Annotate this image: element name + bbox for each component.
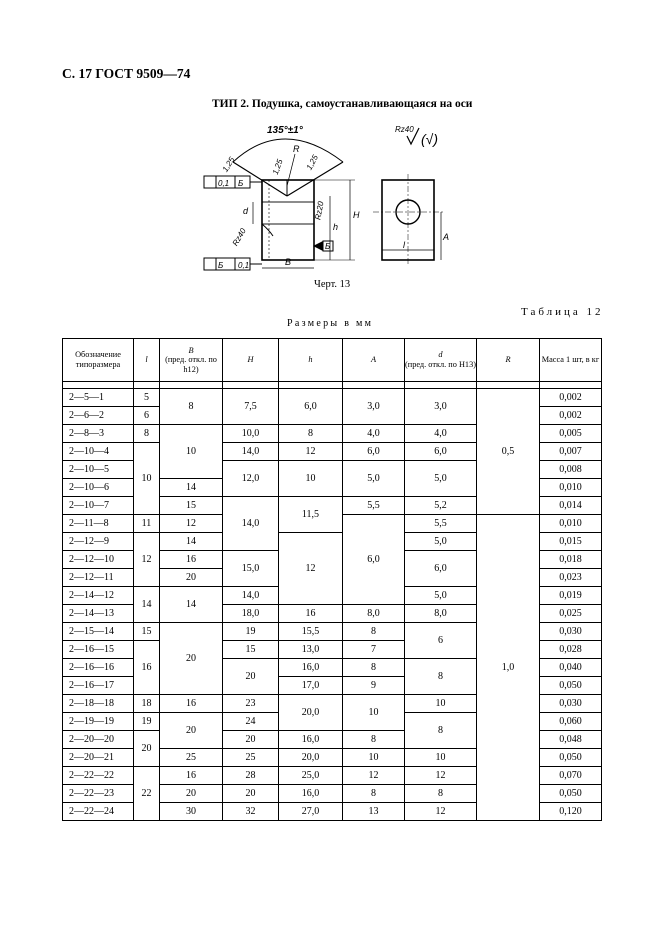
col-A: A: [343, 339, 405, 382]
tol-value-a: 0,1: [218, 179, 230, 188]
dim-125-b: 1,25: [270, 158, 285, 176]
table-row: 2—8—3 8 10 10,0 8 4,0 4,0 0,005: [63, 425, 602, 443]
angle-arc: [233, 139, 343, 162]
col-d: d (пред. откл. по H13): [405, 339, 477, 382]
table-row: 2—19—19 19 20 24 8 0,060: [63, 713, 602, 731]
table-row: 2—16—16 20 16,0 8 8 0,040: [63, 659, 602, 677]
datum-b-b: 0,1: [238, 261, 250, 270]
table-row: 2—10—4 10 14,0 12 6,0 6,0 0,007: [63, 443, 602, 461]
col-R: R: [477, 339, 540, 382]
table-row: 2—12—10 16 15,0 6,0 0,018: [63, 551, 602, 569]
table-row: 2—16—15 16 15 13,0 7 0,028: [63, 641, 602, 659]
dim-R: R: [293, 144, 300, 154]
dim-h: h: [333, 222, 339, 232]
page-header: С. 17 ГОСТ 9509—74: [62, 66, 191, 81]
dim-B: B: [285, 257, 292, 267]
rough-rz40-side: Rz40: [230, 226, 248, 248]
angle-label: 135°±1°: [267, 125, 303, 136]
table-row: 2—12—9 12 14 12 5,0 0,015: [63, 533, 602, 551]
rough-rz20: Rz20: [313, 200, 326, 221]
table-row: 2—10—5 12,0 10 5,0 5,0 0,008: [63, 461, 602, 479]
table-row: 2—16—17 17,0 9 0,050: [63, 677, 602, 695]
dimensions-table: [62, 338, 602, 821]
col-designation: Обозначение типоразмера: [63, 339, 134, 382]
table-row: 2—15—14 15 20 19 15,5 8 6 0,030: [63, 623, 602, 641]
table-row: 2—5—1 5 8 7,5 6,0 3,0 3,0 0,5 0,002: [63, 389, 602, 407]
table-row: 2—22—23 20 20 16,0 8 8 0,050: [63, 785, 602, 803]
table-row: 2—12—11 20 0,023: [63, 569, 602, 587]
table-row: 2—22—24 30 32 27,0 13 12 0,120: [63, 803, 602, 821]
col-mass: Масса 1 шт, в кг: [540, 339, 602, 382]
units-label: Размеры в мм: [287, 318, 374, 329]
table-row: 2—6—2 6 0,002: [63, 407, 602, 425]
col-H: H: [223, 339, 279, 382]
tol-value-b: Б: [218, 261, 224, 270]
table-row: 2—20—21 25 25 20,0 10 10 0,050: [63, 749, 602, 767]
table-row: 2—18—18 18 16 23 20,0 10 10 0,030: [63, 695, 602, 713]
table-row: 2—10—6 14 0,010: [63, 479, 602, 497]
dim-H: H: [353, 210, 360, 220]
col-l: l: [134, 339, 160, 382]
col-B: B (пред. откл. по h12): [160, 339, 223, 382]
dim-d: d: [243, 206, 249, 216]
technical-drawing: [195, 118, 465, 278]
figure-caption: Черт. 13: [314, 279, 351, 290]
table-row: 2—14—12 14 14 14,0 5,0 0,019: [63, 587, 602, 605]
table-row: 2—11—8 11 12 6,0 5,5 1,0 0,010: [63, 515, 602, 533]
table-row: 2—14—13 18,0 16 8,0 8,0 0,025: [63, 605, 602, 623]
dim-A: A: [443, 232, 450, 242]
dim-125-a: 1,25: [220, 155, 237, 174]
dim-125-c: 1,25: [304, 153, 320, 172]
col-h: h: [279, 339, 343, 382]
table-row: 2—10—7 15 14,0 11,5 5,5 5,2 0,014: [63, 497, 602, 515]
table-row: 2—20—20 20 20 16,0 8 0,048: [63, 731, 602, 749]
body-front: [262, 180, 314, 260]
table-row: 2—22—22 22 16 28 25,0 12 12 0,070: [63, 767, 602, 785]
datum-b-a: Б: [238, 179, 244, 188]
datum-b-marker: Б: [325, 242, 331, 251]
section-title: ТИП 2. Подушка, самоустанавливающаяся на оси: [212, 98, 473, 110]
rough-symbol: Rz40: [395, 125, 414, 134]
dim-l: l: [403, 240, 405, 250]
rough-paren: (√): [421, 131, 439, 147]
table-number: Таблица 12: [521, 306, 604, 318]
